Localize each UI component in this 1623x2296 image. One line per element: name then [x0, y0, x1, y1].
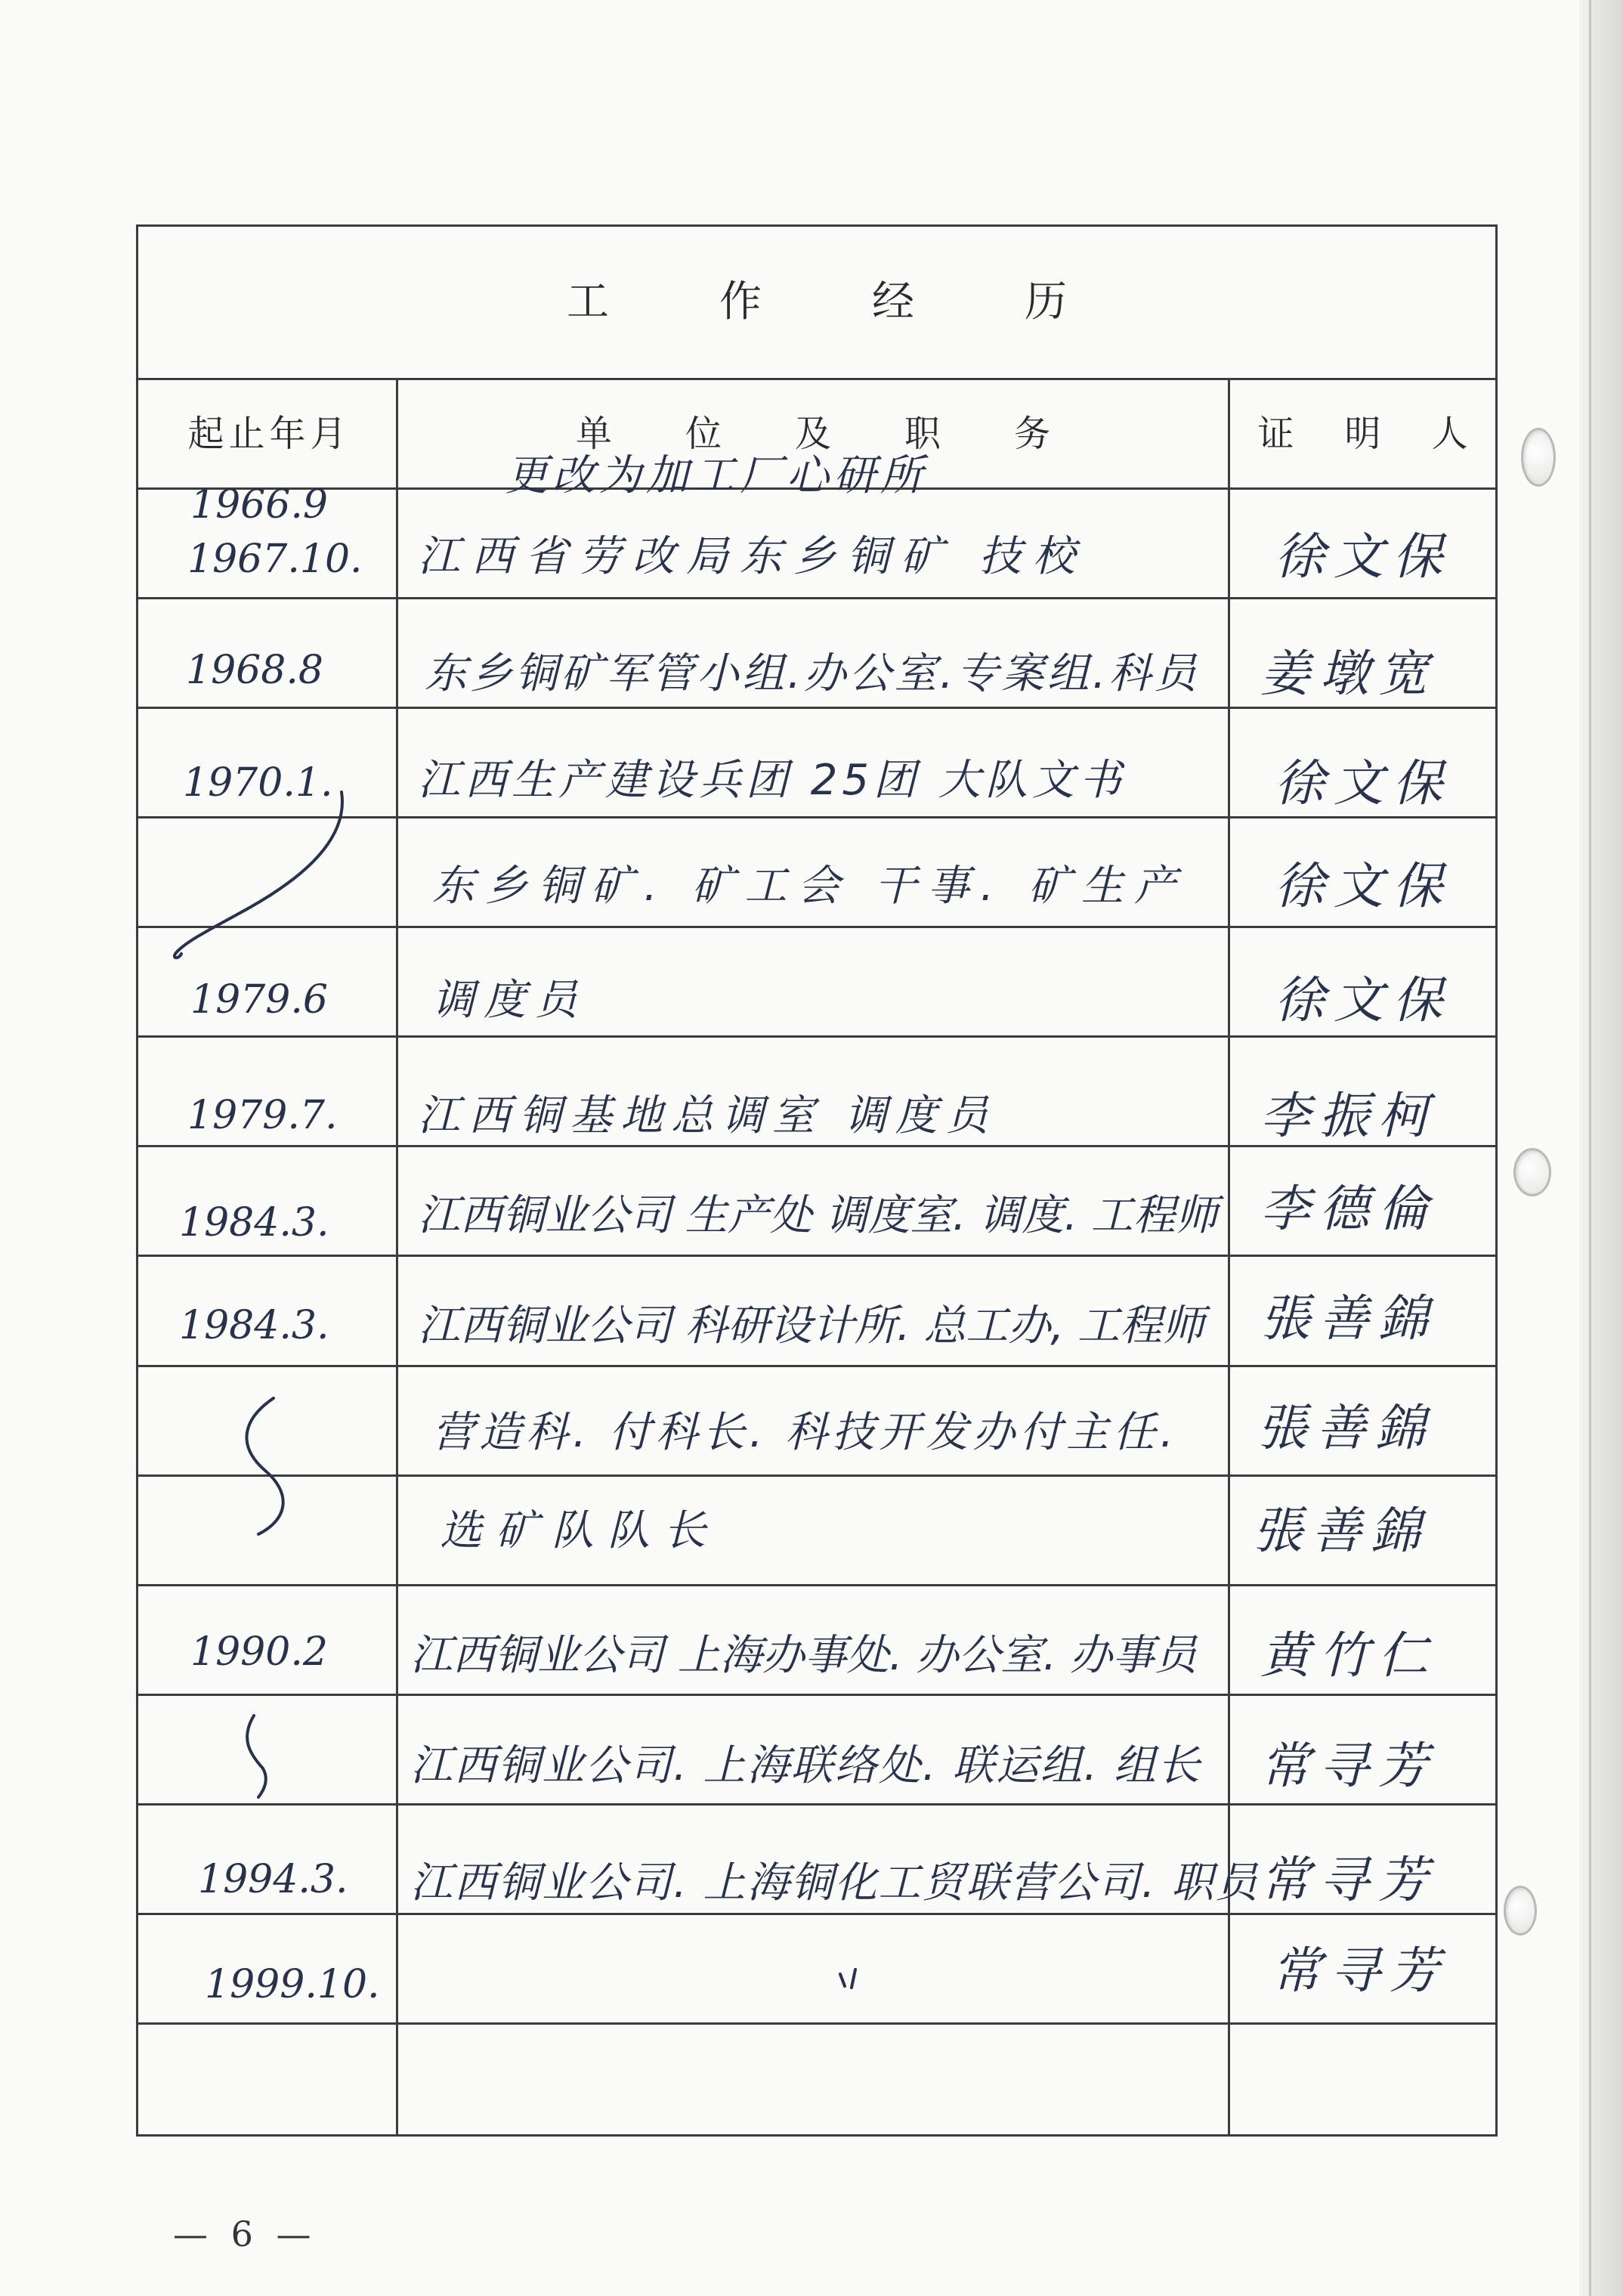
table-title-cell: [138, 227, 1495, 380]
unit-position-entry: 江西铜业公司 上海办事处. 办公室. 办事员: [410, 1631, 1198, 1680]
header-witness: 证明人: [1257, 413, 1519, 455]
unit-position-cell: [398, 1915, 1230, 2025]
header-period-cell: [138, 380, 398, 490]
unit-position-entry: 江西铜业公司 科研设计所. 总工办, 工程师: [418, 1301, 1205, 1351]
paper-edge-line: [1589, 0, 1591, 2296]
witness-signature: 姜墩宽: [1260, 645, 1437, 703]
unit-position-entry: 选矿队队长: [440, 1506, 719, 1555]
unit-position-entry: 江西铜业公司. 上海铜化工贸联营公司. 职员: [410, 1858, 1260, 1908]
period-date: 1984.3.: [179, 1200, 329, 1245]
unit-position-entry: 江西省劳改局东乡铜矿 技校: [418, 532, 1087, 581]
witness-signature: 徐文保: [1275, 528, 1451, 586]
header-witness-cell: [1230, 380, 1519, 490]
period-cell: [138, 818, 398, 928]
unit-position-entry: 东乡铜矿军管小组.办公室.专案组.科员: [425, 649, 1200, 698]
unit-position-entry: 江西铜业公司. 上海联络处. 联运组. 组长: [410, 1741, 1201, 1790]
period-date: 1999.10.: [205, 1962, 380, 2007]
punch-hole: [1521, 428, 1556, 487]
witness-signature: 常寻芳: [1272, 1942, 1448, 2000]
witness-signature: 徐文保: [1275, 857, 1451, 915]
witness-signature: 常寻芳: [1260, 1737, 1437, 1795]
period-date: 1979.7.: [187, 1093, 338, 1138]
page-number: — 6 —: [173, 2214, 317, 2254]
witness-signature: 李德倫: [1260, 1180, 1437, 1238]
period-date: 1966.9: [190, 482, 328, 528]
paper-edge-shadow: [1579, 0, 1623, 2296]
witness-signature: 張善錦: [1253, 1502, 1430, 1560]
punch-hole: [1513, 1148, 1551, 1196]
witness-signature: 常寻芳: [1260, 1851, 1437, 1909]
unit-position-entry: 江西铜业公司 生产处 调度室. 调度. 工程师: [418, 1191, 1218, 1240]
witness-signature: 徐文保: [1275, 754, 1451, 812]
period-date: 1979.6: [190, 977, 328, 1023]
unit-position-entry: 营造科. 付科长. 科技开发办付主任.: [432, 1408, 1179, 1457]
period-date: 1984.3.: [179, 1303, 329, 1348]
header-unit-position: 单位及职务: [575, 413, 1124, 455]
period-cell: [138, 2025, 398, 2134]
witness-signature: 黄竹仁: [1260, 1626, 1437, 1685]
witness-signature: 徐文保: [1275, 971, 1451, 1029]
punch-hole: [1504, 1886, 1537, 1936]
unit-position-entry: 江西铜基地总调室 调度员: [418, 1091, 997, 1140]
period-cell: [138, 1367, 398, 1477]
period-date: 1994.3.: [198, 1857, 348, 1902]
unit-position-cell: [398, 2025, 1230, 2134]
period-date: 1970.1.: [183, 760, 333, 806]
period-cell: [138, 1696, 398, 1806]
witness-cell: [1230, 2025, 1495, 2134]
period-date: 1967.10.: [187, 537, 363, 582]
period-date: 1990.2: [190, 1629, 328, 1675]
unit-position-entry: 东乡铜矿. 矿工会 干事. 矿生产: [432, 862, 1188, 911]
period-date: 1968.8: [186, 648, 323, 693]
correction-annotation: 更改为加工厂心研所: [505, 451, 927, 500]
witness-signature: 張善錦: [1260, 1289, 1437, 1348]
period-cell: [138, 1477, 398, 1586]
witness-signature: 張善錦: [1257, 1399, 1434, 1457]
header-period: 起止年月: [187, 413, 351, 455]
unit-position-entry: 江西生产建设兵团 25团 大队文书: [418, 756, 1126, 805]
unit-position-entry: 调度员: [432, 976, 586, 1025]
table-title: 工作经历: [567, 277, 1177, 326]
witness-signature: 李振柯: [1260, 1087, 1437, 1145]
